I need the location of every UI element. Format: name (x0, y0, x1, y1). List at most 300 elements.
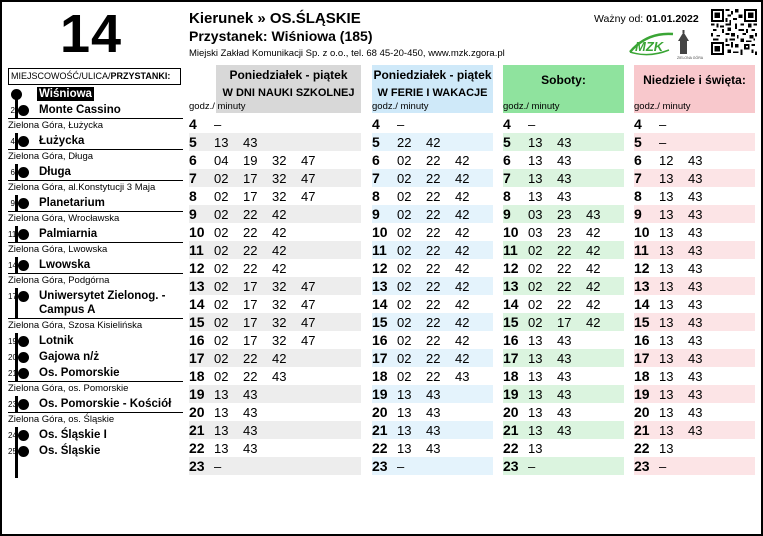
hour: 20 (634, 404, 650, 420)
minute: 17 (243, 171, 258, 186)
minutes (659, 459, 688, 474)
hour: 11 (189, 242, 204, 258)
logo-city: ZIELONA GÓRA (677, 56, 704, 60)
minutes (214, 369, 301, 384)
minute: 22 (426, 297, 441, 312)
stop-dot-icon (18, 105, 29, 116)
minute: 42 (455, 297, 470, 312)
time-row (503, 277, 624, 295)
minutes (214, 423, 272, 438)
minute: 02 (528, 243, 543, 258)
minutes (214, 351, 301, 366)
time-row (503, 367, 624, 385)
hour: 13 (634, 278, 650, 294)
route-stop (8, 427, 183, 443)
minute: 03 (528, 225, 543, 240)
minute: 17 (243, 333, 258, 348)
hour: 17 (503, 350, 519, 366)
minutes (659, 441, 688, 456)
minutes (528, 225, 615, 240)
minute: 43 (243, 423, 258, 438)
time-row (189, 205, 361, 223)
minute: 22 (243, 351, 258, 366)
minutes (214, 117, 243, 132)
minutes (214, 387, 272, 402)
minute: 13 (528, 369, 543, 384)
minute: 22 (426, 243, 441, 258)
minute: 42 (455, 153, 470, 168)
minute: 17 (243, 189, 258, 204)
stop-name: Os. Pomorskie - Kościół (39, 398, 172, 410)
minute: 47 (301, 297, 316, 312)
time-row (372, 223, 493, 241)
minute: 02 (214, 297, 229, 312)
minute: 43 (688, 153, 703, 168)
minute: 22 (426, 153, 441, 168)
minutes (397, 459, 426, 474)
minutes (528, 315, 615, 330)
minute: 22 (426, 351, 441, 366)
time-row (189, 295, 361, 313)
minute: 13 (214, 405, 229, 420)
minute: 13 (528, 423, 543, 438)
route-stop (8, 349, 183, 365)
hour: 6 (634, 152, 642, 168)
minute: 02 (397, 189, 412, 204)
minute: 43 (426, 405, 441, 420)
minute: 22 (426, 315, 441, 330)
column-subtitle: W DNI NAUKI SZKOLNEJ (222, 87, 355, 99)
city-label: Zielona Góra, Wrocławska (8, 211, 183, 226)
stops-header (8, 68, 181, 85)
time-row (634, 439, 755, 457)
stop-dot-icon (18, 229, 29, 240)
direction-title: Kierunek » OS.ŚLĄSKIE (189, 10, 361, 27)
minute: – (397, 459, 405, 474)
route-stop (8, 102, 183, 118)
minute: 02 (214, 279, 229, 294)
minute: 43 (557, 171, 572, 186)
stop-minutes: 24 (8, 431, 17, 440)
column-unit: godz./ minuty (189, 101, 246, 112)
minutes (528, 351, 586, 366)
minutes (214, 225, 301, 240)
minutes (659, 297, 717, 312)
minutes (397, 207, 484, 222)
minute: 13 (659, 261, 674, 276)
hour: 13 (189, 278, 205, 294)
minute: 42 (455, 261, 470, 276)
minute: 22 (243, 225, 258, 240)
minute: 42 (455, 243, 470, 258)
hour: 6 (372, 152, 380, 168)
time-row (372, 241, 493, 259)
time-row (189, 331, 361, 349)
stop-name: Planetarium (39, 197, 105, 209)
minute: 13 (659, 369, 674, 384)
minutes (659, 423, 717, 438)
time-row (372, 331, 493, 349)
time-row (189, 349, 361, 367)
minutes (659, 387, 717, 402)
minutes (397, 351, 484, 366)
time-row (189, 421, 361, 439)
line-number: 14 (60, 4, 123, 64)
route-stop (8, 396, 183, 412)
time-row (372, 259, 493, 277)
hour: 18 (189, 368, 205, 384)
minute: 02 (214, 333, 229, 348)
stop-name: Monte Cassino (39, 104, 121, 116)
minute: 43 (688, 171, 703, 186)
route-stop (8, 226, 183, 242)
hour: 14 (372, 296, 388, 312)
time-row (503, 151, 624, 169)
hour: 15 (634, 314, 650, 330)
time-row (189, 403, 361, 421)
hour: 10 (372, 224, 388, 240)
minute: 43 (243, 405, 258, 420)
minute: 13 (659, 351, 674, 366)
stop-name: Wiśniowa (39, 88, 92, 100)
hour: 19 (372, 386, 388, 402)
time-row (503, 439, 624, 457)
stop-dot-icon (11, 89, 22, 100)
hour: 19 (503, 386, 519, 402)
hour: 8 (189, 188, 197, 204)
time-row (634, 259, 755, 277)
stop-name: Lwowska (39, 259, 91, 271)
minute: 22 (426, 189, 441, 204)
minute: 22 (557, 279, 572, 294)
minutes (528, 333, 586, 348)
minute: 43 (688, 369, 703, 384)
time-row (503, 403, 624, 421)
minutes (397, 243, 484, 258)
minute: 22 (557, 297, 572, 312)
stop-minutes: 19 (8, 337, 17, 346)
route-stops-list (8, 86, 183, 459)
minutes (214, 189, 330, 204)
minute: 02 (528, 297, 543, 312)
minute: 13 (659, 297, 674, 312)
stop-minutes: 25 (8, 447, 17, 456)
time-row (503, 331, 624, 349)
time-row (503, 349, 624, 367)
hour: 9 (372, 206, 380, 222)
time-row (634, 205, 755, 223)
minutes (659, 261, 717, 276)
minute: 02 (214, 351, 229, 366)
minute: 43 (688, 423, 703, 438)
stop-name: Lotnik (39, 335, 74, 347)
minute: 43 (688, 315, 703, 330)
hour: 12 (372, 260, 388, 276)
stops-header-prefix: MIEJSCOWOŚĆ/ULICA/ (11, 71, 111, 81)
mzk-logo-icon (627, 30, 704, 60)
stop-dot-icon (18, 167, 29, 178)
stop-dot-icon (18, 446, 29, 457)
route-stop (8, 195, 183, 211)
minutes (397, 315, 484, 330)
hour: 6 (503, 152, 511, 168)
stop-dot-icon (18, 336, 29, 347)
minute: 02 (397, 333, 412, 348)
minute: 22 (426, 225, 441, 240)
minutes (214, 459, 243, 474)
hour: 7 (372, 170, 380, 186)
minute: – (397, 117, 405, 132)
stop-dot-icon (18, 291, 29, 302)
minute: 43 (557, 189, 572, 204)
minute: 13 (528, 441, 543, 456)
stops-header-bold: PRZYSTANKI: (110, 71, 171, 81)
time-row (189, 133, 361, 151)
minute: 22 (243, 369, 258, 384)
time-row (372, 385, 493, 403)
hour: 5 (372, 134, 380, 150)
minutes (397, 189, 484, 204)
minute: 42 (586, 243, 601, 258)
time-row (189, 457, 361, 475)
minute: 13 (528, 333, 543, 348)
minute: 02 (397, 261, 412, 276)
minute: 04 (214, 153, 229, 168)
minute: 23 (557, 225, 572, 240)
minutes (528, 423, 586, 438)
hour: 15 (372, 314, 388, 330)
hour: 23 (503, 458, 519, 474)
minute: 13 (214, 387, 229, 402)
minute: 43 (426, 441, 441, 456)
minute: 47 (301, 333, 316, 348)
hour: 12 (503, 260, 519, 276)
hour: 5 (634, 134, 642, 150)
hour: 18 (372, 368, 388, 384)
stop-minutes: 4 (10, 137, 15, 146)
time-row (189, 115, 361, 133)
minute: 43 (557, 135, 572, 150)
minute: 43 (557, 387, 572, 402)
time-row (372, 421, 493, 439)
minutes (397, 387, 455, 402)
city-label: Zielona Góra, al.Konstytucji 3 Maja (8, 180, 183, 195)
minute: 12 (659, 153, 674, 168)
minutes (659, 333, 717, 348)
minute: 02 (528, 261, 543, 276)
stop-minutes: 11 (8, 230, 17, 239)
minute: 32 (272, 171, 287, 186)
minute: 42 (586, 225, 601, 240)
minute: 43 (243, 135, 258, 150)
minute: 13 (659, 315, 674, 330)
time-row (372, 115, 493, 133)
hour: 5 (189, 134, 197, 150)
time-row (634, 385, 755, 403)
minute: 43 (688, 351, 703, 366)
time-row (372, 205, 493, 223)
minutes (659, 189, 717, 204)
minute: 22 (426, 369, 441, 384)
route-stop (8, 257, 183, 273)
minute: 13 (659, 243, 674, 258)
column-title: Poniedziałek - piątek (229, 68, 348, 82)
company-info: Miejski Zakład Komunikacji Sp. z o.o., tel. 68 45-20-450, www.mzk.zgora.pl (189, 48, 505, 59)
time-row (372, 133, 493, 151)
minutes (214, 297, 330, 312)
minute: 42 (586, 315, 601, 330)
column-rows (503, 115, 624, 475)
minutes (397, 441, 455, 456)
minutes (528, 153, 586, 168)
minutes (659, 153, 717, 168)
minute: 32 (272, 333, 287, 348)
minutes (397, 225, 484, 240)
time-row (189, 313, 361, 331)
hour: 15 (503, 314, 519, 330)
valid-from-date: 01.01.2022 (646, 13, 699, 25)
hour: 22 (372, 440, 388, 456)
minute: 02 (214, 315, 229, 330)
minute: 43 (688, 387, 703, 402)
minutes (528, 135, 586, 150)
minute: 43 (688, 333, 703, 348)
time-row (189, 241, 361, 259)
minute: 02 (528, 315, 543, 330)
hour: 10 (634, 224, 650, 240)
minute: 13 (659, 207, 674, 222)
hour: 4 (503, 116, 511, 132)
minute: 43 (688, 405, 703, 420)
minute: 43 (557, 369, 572, 384)
column-subtitle: W FERIE I WAKACJE (377, 87, 488, 99)
time-row (189, 169, 361, 187)
stop-dot-icon (18, 352, 29, 363)
minute: 42 (272, 243, 287, 258)
minutes (659, 135, 688, 150)
hour: 12 (634, 260, 650, 276)
route-stop (8, 164, 183, 180)
hour: 22 (503, 440, 519, 456)
time-row (634, 421, 755, 439)
minute: – (528, 459, 536, 474)
column-unit: godz./ minuty (503, 101, 560, 112)
minutes (214, 279, 330, 294)
time-row (634, 169, 755, 187)
time-row (503, 115, 624, 133)
time-row (189, 223, 361, 241)
time-row (634, 457, 755, 475)
minutes (659, 315, 717, 330)
time-row (372, 169, 493, 187)
hour: 18 (634, 368, 650, 384)
hour: 20 (372, 404, 388, 420)
minutes (214, 405, 272, 420)
minute: 02 (397, 351, 412, 366)
time-row (189, 151, 361, 169)
minute: – (659, 117, 667, 132)
minutes (528, 369, 586, 384)
minute: 02 (214, 225, 229, 240)
minute: 19 (243, 153, 258, 168)
hour: 5 (503, 134, 511, 150)
minutes (397, 297, 484, 312)
time-row (503, 187, 624, 205)
valid-from (594, 13, 699, 25)
hour: 15 (189, 314, 205, 330)
stop-name: Os. Śląskie (39, 445, 101, 457)
minute: 42 (455, 171, 470, 186)
time-row (372, 457, 493, 475)
minute: 13 (528, 135, 543, 150)
time-row (634, 403, 755, 421)
city-label: Zielona Góra, Długa (8, 149, 183, 164)
minutes (397, 153, 484, 168)
minute: 42 (455, 279, 470, 294)
minute: 22 (426, 279, 441, 294)
hour: 20 (503, 404, 519, 420)
minute: 42 (272, 261, 287, 276)
minute: 43 (688, 279, 703, 294)
minutes (528, 243, 615, 258)
minute: 22 (426, 333, 441, 348)
time-row (634, 115, 755, 133)
minutes (528, 297, 615, 312)
minute: 13 (528, 387, 543, 402)
minutes (397, 279, 484, 294)
stop-dot-icon (18, 430, 29, 441)
time-row (503, 421, 624, 439)
minute: 02 (397, 315, 412, 330)
minute: 42 (455, 351, 470, 366)
hour: 21 (503, 422, 519, 438)
minute: 13 (528, 171, 543, 186)
minute: 22 (426, 207, 441, 222)
minute: 22 (426, 171, 441, 186)
minutes (528, 279, 615, 294)
minute: 13 (659, 279, 674, 294)
minutes (397, 171, 484, 186)
time-row (189, 367, 361, 385)
time-row (503, 205, 624, 223)
time-row (372, 439, 493, 457)
hour: 22 (634, 440, 650, 456)
minute: 13 (659, 171, 674, 186)
minute: 42 (272, 207, 287, 222)
minute: 43 (688, 243, 703, 258)
minute: 42 (272, 351, 287, 366)
hour: 11 (634, 242, 649, 258)
hour: 8 (634, 188, 642, 204)
minute: 13 (528, 405, 543, 420)
minute: 43 (688, 297, 703, 312)
time-row (372, 403, 493, 421)
minute: 13 (397, 441, 412, 456)
minute: 13 (659, 387, 674, 402)
time-row (503, 133, 624, 151)
minute: 17 (243, 297, 258, 312)
hour: 13 (503, 278, 519, 294)
stop-name: Łużycka (39, 135, 85, 147)
time-row (503, 259, 624, 277)
stop-name: Uniwersytet Zielonog. - Campus A (39, 290, 166, 316)
hour: 8 (372, 188, 380, 204)
minute: 02 (397, 171, 412, 186)
hour: 4 (189, 116, 197, 132)
minute: 43 (557, 333, 572, 348)
minutes (528, 117, 557, 132)
minute: 42 (455, 225, 470, 240)
